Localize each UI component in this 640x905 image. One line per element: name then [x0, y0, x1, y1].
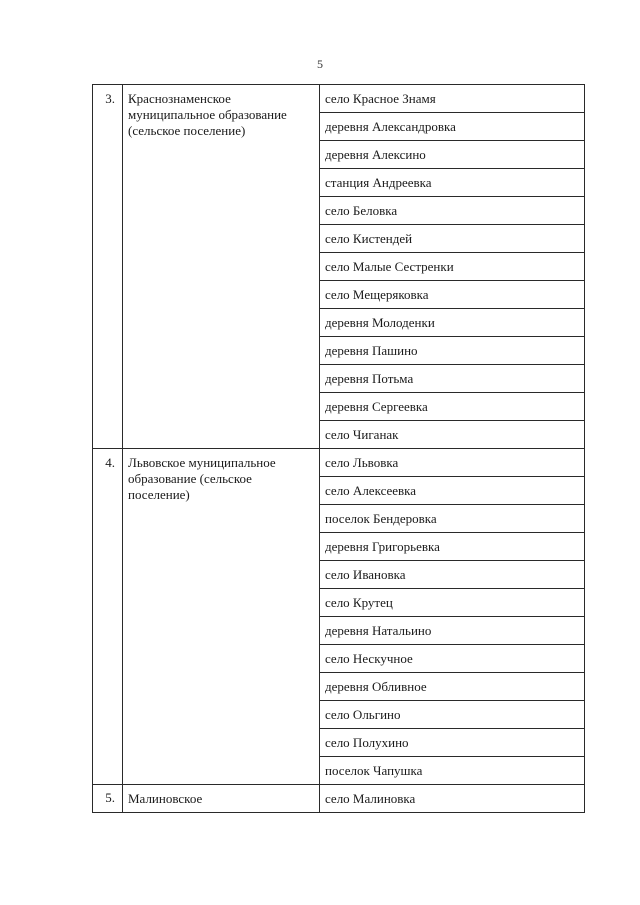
locality-cell: село Ивановка — [320, 561, 585, 589]
locality-cell: деревня Григорьевка — [320, 533, 585, 561]
municipality-name-line: Краснознаменское — [128, 91, 231, 106]
locality-cell: деревня Молоденки — [320, 309, 585, 337]
locality-cell: село Полухино — [320, 729, 585, 757]
locality-cell: село Ольгино — [320, 701, 585, 729]
page-number: 5 — [317, 57, 323, 71]
municipality-name-line: образование (сельское — [128, 471, 252, 486]
row-number: 3. — [93, 85, 123, 449]
locality-cell: деревня Александровка — [320, 113, 585, 141]
municipality-name-line: (сельское поселение) — [128, 123, 246, 138]
table-row — [93, 785, 585, 813]
row-number: 4. — [93, 449, 123, 785]
table-row — [93, 85, 585, 113]
locality-cell: село Кистендей — [320, 225, 585, 253]
locality-cell: деревня Натальино — [320, 617, 585, 645]
municipality-name-line: Малиновское — [128, 791, 203, 806]
municipality-table — [92, 84, 585, 813]
locality-cell: деревня Пашино — [320, 337, 585, 365]
locality-cell: село Львовка — [320, 449, 585, 477]
locality-cell: село Малиновка — [320, 785, 585, 813]
locality-cell: село Малые Сестренки — [320, 253, 585, 281]
municipality-name-line: поселение) — [128, 487, 190, 502]
locality-cell: село Красное Знамя — [320, 85, 585, 113]
municipality-name — [123, 449, 320, 785]
locality-cell: село Нескучное — [320, 645, 585, 673]
municipality-name-line: Львовское муниципальное — [128, 455, 276, 470]
locality-cell: село Мещеряковка — [320, 281, 585, 309]
locality-cell: поселок Чапушка — [320, 757, 585, 785]
municipality-name-line: муниципальное образование — [128, 107, 287, 122]
table-row — [93, 449, 585, 477]
locality-cell: село Чиганак — [320, 421, 585, 449]
locality-cell: деревня Сергеевка — [320, 393, 585, 421]
locality-cell: деревня Алексино — [320, 141, 585, 169]
locality-cell: село Беловка — [320, 197, 585, 225]
municipality-name — [123, 785, 320, 813]
locality-cell: село Алексеевка — [320, 477, 585, 505]
locality-cell: деревня Обливное — [320, 673, 585, 701]
municipality-name — [123, 85, 320, 449]
locality-cell: поселок Бендеровка — [320, 505, 585, 533]
locality-cell: деревня Потьма — [320, 365, 585, 393]
row-number: 5. — [93, 785, 123, 813]
locality-cell: село Крутец — [320, 589, 585, 617]
locality-cell: станция Андреевка — [320, 169, 585, 197]
